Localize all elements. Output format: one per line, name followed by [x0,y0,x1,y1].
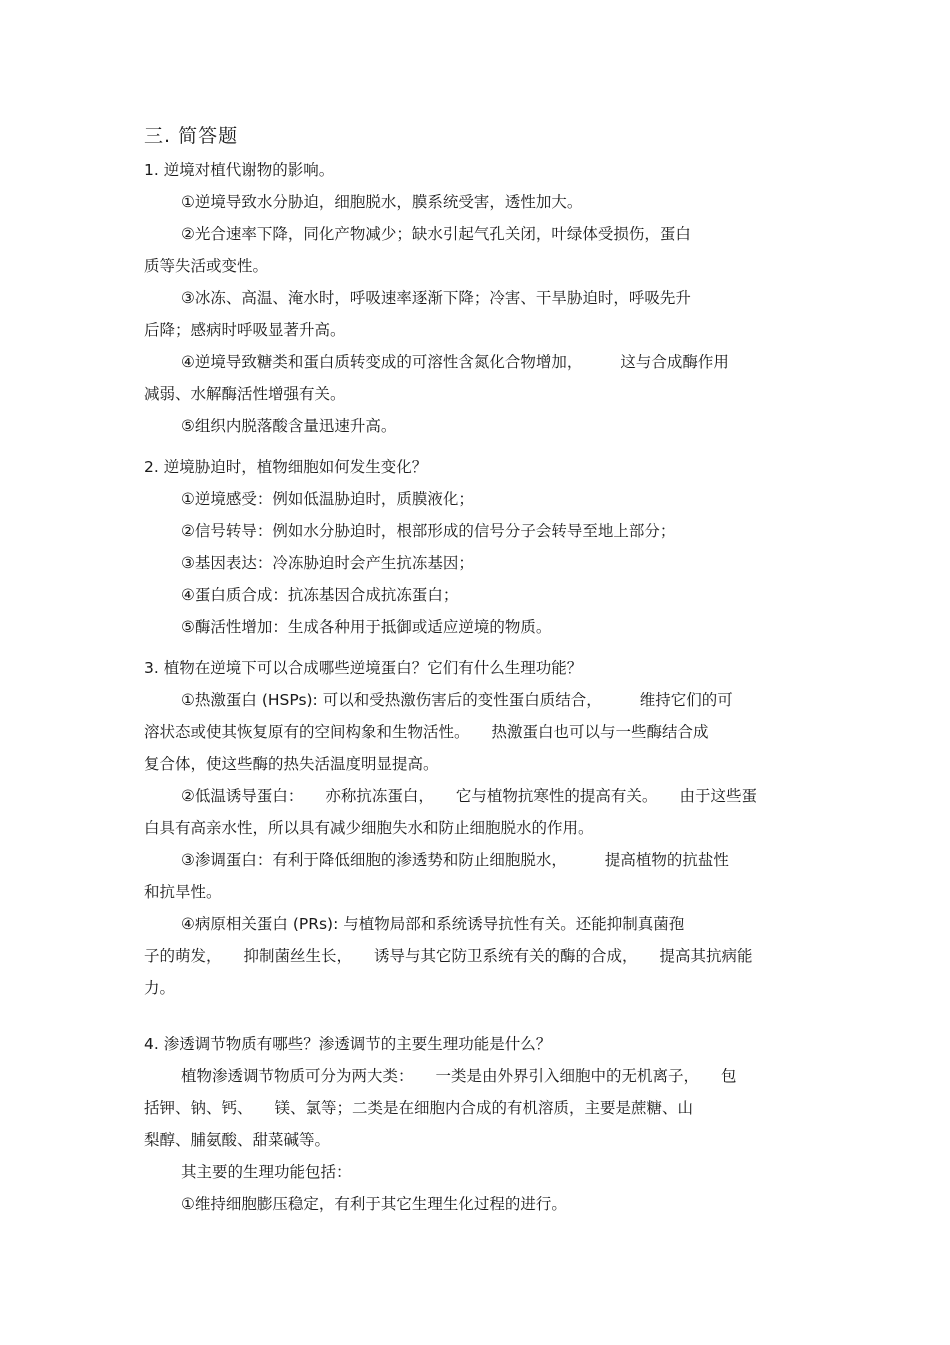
q1-paragraph-1: ①逆境导致水分胁迫，细胞脱水，膜系统受害，透性加大。 [181,193,583,211]
q3-paragraph-3-line-2: 和抗旱性。 [144,883,222,901]
q3-p4-part-b: 抑制菌丝生长， [243,947,353,965]
q3-p3-part-b: 有利于降低细胞的渗透势和防止细胞脱水， [272,851,567,869]
q3-p1-l1-part-b: 维持它们的可 [639,691,733,709]
q3-p2-part-d: 由于这些蛋 [679,787,757,805]
q3-paragraph-4-line-1: ④病原相关蛋白 (PRs): 与植物局部和系统诱导抗性有关。还能抑制真菌孢 [181,915,685,933]
q3-p1-l2-part-a: 溶状态或使其恢复原有的空间构象和生物活性。 [144,723,470,741]
q2-paragraph-3: ③基因表达：冷冻胁迫时会产生抗冻基因； [181,554,474,572]
q3-p4-part-a: 子的萌发， [144,947,222,965]
q2-paragraph-1: ①逆境感受：例如低温胁迫时，质膜液化； [181,490,474,508]
q2-paragraph-5: ⑤酶活性增加：生成各种用于抵御或适应逆境的物质。 [181,618,552,636]
q3-paragraph-3-line-1 [144,844,814,876]
q4-p1-part-a: 植物渗透调节物质可分为两大类： [181,1067,414,1085]
q3-paragraph-1-line-2 [144,716,814,748]
q2-paragraph-2: ②信号转导：例如水分胁迫时，根部形成的信号分子会转导至地上部分； [181,522,676,540]
question-1-heading: 1. 逆境对植代谢物的影响。 [144,161,335,179]
q3-p4-part-d: 提高其抗病能 [659,947,753,965]
q2-paragraph-4: ④蛋白质合成：抗冻基因合成抗冻蛋白； [181,586,459,604]
q1-paragraph-2-line-2: 质等失活或变性。 [144,257,269,275]
q4-paragraph-1-line-3: 梨醇、脯氨酸、甜菜碱等。 [144,1131,331,1149]
q3-paragraph-1-line-3: 复合体，使这些酶的热失活温度明显提高。 [144,755,439,773]
q4-paragraph-2: 其主要的生理功能包括： [181,1163,352,1181]
question-4-heading: 4. 渗透调节物质有哪些？渗透调节的主要生理功能是什么？ [144,1035,552,1053]
q3-paragraph-2-line-1 [144,780,814,812]
question-4 [144,1028,814,1220]
q4-p1-part-c: 包 [721,1067,737,1085]
q4-p1-part-b: 一类是由外界引入细胞中的无机离子， [435,1067,700,1085]
q4-paragraph-1-line-2 [144,1092,814,1124]
q1-p4-part-b: 这与合成酶作用 [620,353,729,371]
question-3 [144,652,814,1004]
q3-paragraph-1-line-1 [144,684,814,716]
question-2-heading: 2. 逆境胁迫时，植物细胞如何发生变化？ [144,458,428,476]
q1-paragraph-5: ⑤组织内脱落酸含量迅速升高。 [181,417,397,435]
question-1 [144,154,814,442]
q1-paragraph-4-line-2: 减弱、水解酶活性增强有关。 [144,385,346,403]
document-page [144,120,814,1220]
question-3-heading: 3. 植物在逆境下可以合成哪些逆境蛋白？它们有什么生理功能？ [144,659,583,677]
q3-paragraph-2-line-2: 白具有高亲水性，所以具有减少细胞失水和防止细胞脱水的作用。 [144,819,594,837]
q3-p4-part-c: 诱导与其它防卫系统有关的酶的合成， [374,947,638,965]
q1-paragraph-3-line-1: ③冰冻、高温、淹水时，呼吸速率逐渐下降；冷害、干旱胁迫时，呼吸先升 [181,289,691,307]
section-title: 三. 简答题 [144,125,239,147]
q3-paragraph-4-line-3: 力。 [144,979,176,997]
q3-p2-part-c: 它与植物抗寒性的提高有关。 [455,787,658,805]
q3-p3-part-c: 提高植物的抗盐性 [604,851,729,869]
q3-p1-l2-part-b: 热激蛋白也可以与一些酶结合成 [491,723,709,741]
q4-paragraph-3: ①维持细胞膨压稳定，有利于其它生理生化过程的进行。 [181,1195,567,1213]
q3-p3-part-a: ③渗调蛋白： [181,851,273,869]
q4-p1-l2-part-b: 镁、氯等；二类是在细胞内合成的有机溶质，主要是蔗糖、山 [274,1099,694,1117]
q1-paragraph-2-line-1: ②光合速率下降，同化产物减少；缺水引起气孔关闭，叶绿体受损伤，蛋白 [181,225,691,243]
q1-paragraph-4-line-1 [144,346,814,378]
q3-p2-part-b: 亦称抗冻蛋白， [325,787,434,805]
q4-p1-l2-part-a: 括钾、钠、钙、 [144,1099,253,1117]
q1-paragraph-3-line-2: 后降；感病时呼吸显著升高。 [144,321,346,339]
q1-p4-part-a: ④逆境导致糖类和蛋白质转变成的可溶性含氮化合物增加， [181,353,583,371]
question-2 [144,451,814,643]
q4-paragraph-1-line-1 [144,1060,814,1092]
q3-p1-l1-part-a: ①热激蛋白 (HSPs): 可以和受热激伤害后的变性蛋白质结合， [181,691,602,709]
q3-paragraph-4-line-2 [144,940,814,972]
q3-p2-part-a: ②低温诱导蛋白： [181,787,304,805]
